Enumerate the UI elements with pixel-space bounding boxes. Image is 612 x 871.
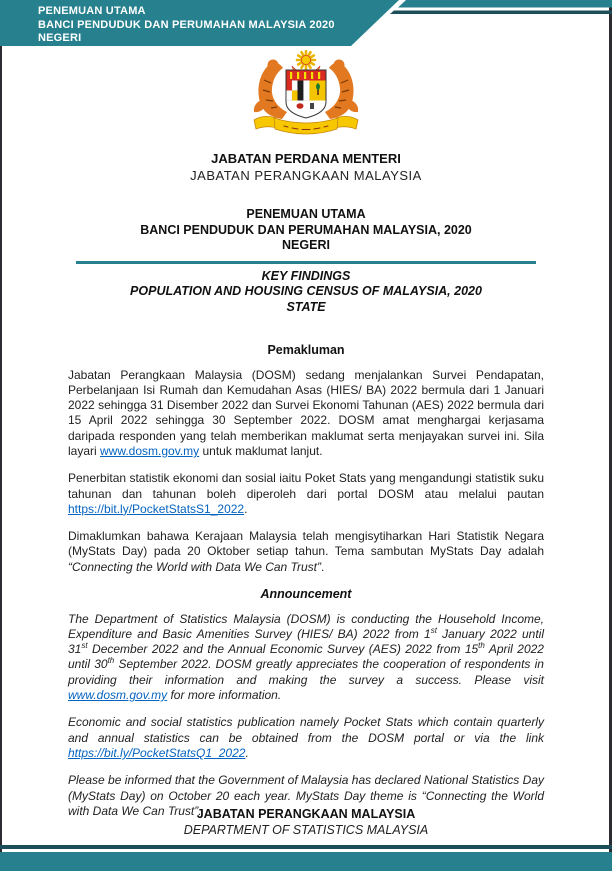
banner-line-2: BANCI PENDUDUK DAN PERUMAHAN MALAYSIA 2020 xyxy=(38,18,335,31)
text-segment: . xyxy=(320,559,325,574)
paragraph-ms-2 xyxy=(68,471,544,517)
text-segment: September 2022. DOSM greatly appreciates the cooperation of respondents in providing their information and making the survey a success. Please visit xyxy=(68,657,544,687)
divider-line xyxy=(76,261,536,264)
text-segment: April 2022 until 30 xyxy=(68,642,544,672)
department-name-ms: JABATAN PERANGKAAN MALAYSIA xyxy=(190,168,422,183)
text-segment: . xyxy=(244,501,248,516)
text-segment: December 2022 and the Annual Economic Survey (AES) 2022 from 15 xyxy=(87,642,479,657)
bottom-band xyxy=(0,852,612,871)
text-segment: untuk maklumat lanjut. xyxy=(199,443,323,458)
quoted-theme: “Connecting the World with Data We Can Trust” xyxy=(68,559,321,574)
ministry-name: JABATAN PERDANA MENTERI xyxy=(211,151,401,166)
bottom-accent-line xyxy=(0,845,612,849)
title-ms-line-3: NEGERI xyxy=(282,238,330,252)
shield-icon xyxy=(286,70,326,118)
text-segment: Please be informed that the Government of Malaysia has declared National Statistics Day (MyStats Day) on October 20 each year. MyStats Day theme is “Connecting the World with Data We Can Trust”. xyxy=(68,773,544,818)
title-en-line-3: STATE xyxy=(286,299,326,314)
text-segment: Dimaklumkan bahawa Kerajaan Malaysia telah mengisytiharkan Hari Statistik Negara (MyStats Day) pada 20 Oktober setiap tahun. Tema sambutan MyStats Day adalah xyxy=(68,529,544,559)
hyperlink[interactable]: https://bit.ly/PocketStatsQ1_2022 xyxy=(68,745,246,760)
banner-line-3: NEGERI xyxy=(38,32,82,44)
paragraph-ms-1 xyxy=(68,368,544,460)
text-segment: Jabatan Perangkaan Malaysia (DOSM) sedang menjalankan Survei Pendapatan, Perbelanjaan Isi Rumah dan Kemudahan Asas (HIES/ BA) 2022 bermula dari 1 Januari 2022 sehingga 31 Disember 2022 dan Survei Ekonomi Tahunan (AES) 2022 bermula dari 15 April 2022 sehingga 30 September 2022. DOSM amat menghargai kerjasama daripada responden yang telah memberikan maklumat serta menjayakan survei ini. Sila layari xyxy=(68,367,544,458)
section-heading-ms: Pemakluman xyxy=(267,343,345,357)
banner-line-1: PENEMUAN UTAMA xyxy=(38,5,146,17)
hyperlink[interactable]: www.dosm.gov.my xyxy=(68,688,168,703)
text-segment: . xyxy=(245,745,249,760)
paragraph-en-1 xyxy=(68,612,544,704)
text-segment: for more information. xyxy=(167,688,282,703)
paragraph-en-2 xyxy=(68,715,544,761)
text-segment: Economic and social statistics publication namely Pocket Stats which contain quarterly and annual statistics can be obtained from the DOSM portal or via the link xyxy=(68,715,544,745)
document-body xyxy=(68,150,544,831)
ordinal-superscript: th xyxy=(107,656,115,666)
text-segment: The Department of Statistics Malaysia (DOSM) is conducting the Household Income, Expenditure and Basic Amenities Survey (HIES/ BA) 2022 from 1 xyxy=(68,611,544,641)
title-en-line-2: POPULATION AND HOUSING CENSUS OF MALAYSIA, 2020 xyxy=(130,284,482,298)
hyperlink[interactable]: https://bit.ly/PocketStatsS1_2022 xyxy=(68,501,245,516)
text-segment: January 2022 until 31 xyxy=(68,626,544,657)
malaysia-coat-of-arms xyxy=(240,50,372,140)
banner-accent-line xyxy=(390,11,612,15)
footer xyxy=(0,806,612,838)
banner-top-strip xyxy=(398,0,612,8)
title-ms-line-2: BANCI PENDUDUK DAN PERUMAHAN MALAYSIA, 2020 xyxy=(140,222,472,237)
footer-department-en: DEPARTMENT OF STATISTICS MALAYSIA xyxy=(183,823,429,837)
paragraph-ms-3 xyxy=(68,529,544,575)
document-title-en xyxy=(68,269,544,316)
title-en-line-1: KEY FINDINGS xyxy=(261,268,351,283)
hyperlink[interactable]: www.dosm.gov.my xyxy=(100,443,200,458)
motto-ribbon-icon xyxy=(254,116,358,134)
left-border xyxy=(0,0,2,871)
banner-title xyxy=(38,5,335,46)
footer-department-ms: JABATAN PERANGKAAN MALAYSIA xyxy=(196,807,416,821)
ordinal-superscript: st xyxy=(430,625,437,635)
document-title-ms xyxy=(68,207,544,254)
ordinal-superscript: st xyxy=(81,641,88,651)
section-heading-en: Announcement xyxy=(260,587,352,602)
ordinal-superscript: th xyxy=(478,641,485,651)
title-ms-line-1: PENEMUAN UTAMA xyxy=(246,207,366,221)
text-segment: Penerbitan statistik ekonomi dan sosial iaitu Poket Stats yang mengandungi statistik suku tahunan dan tahunan boleh diperoleh dari portal DOSM atau melalui pautan xyxy=(68,471,544,501)
